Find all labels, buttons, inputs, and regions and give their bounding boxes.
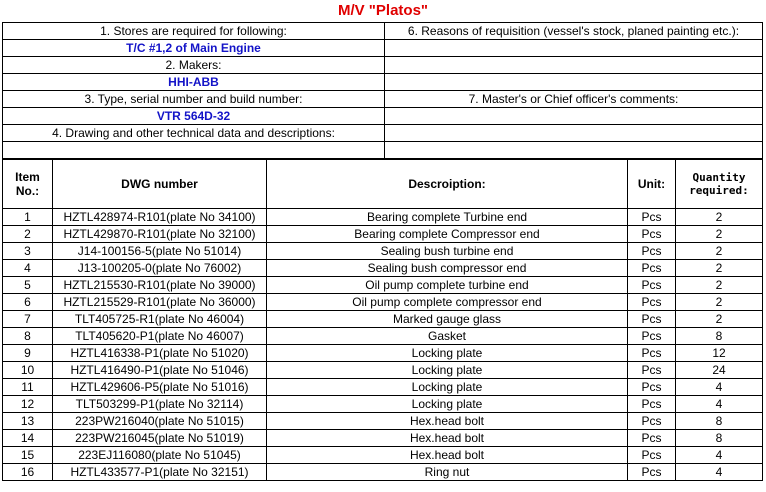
cell-description: Oil pump complete compressor end bbox=[267, 294, 628, 311]
table-row bbox=[3, 447, 763, 464]
cell-quantity: 12 bbox=[676, 345, 763, 362]
header-quantity: Quantity required: bbox=[676, 160, 763, 209]
cell-quantity: 8 bbox=[676, 430, 763, 447]
comments-cell-2 bbox=[385, 125, 763, 142]
cell-description: Locking plate bbox=[267, 362, 628, 379]
cell-description: Locking plate bbox=[267, 396, 628, 413]
cell-quantity: 8 bbox=[676, 413, 763, 430]
cell-quantity: 24 bbox=[676, 362, 763, 379]
cell-item-no: 4 bbox=[3, 260, 53, 277]
cell-description: Locking plate bbox=[267, 345, 628, 362]
cell-item-no: 8 bbox=[3, 328, 53, 345]
cell-quantity: 2 bbox=[676, 209, 763, 226]
cell-item-no: 9 bbox=[3, 345, 53, 362]
table-row bbox=[3, 430, 763, 447]
cell-quantity: 4 bbox=[676, 464, 763, 481]
cell-item-no: 10 bbox=[3, 362, 53, 379]
cell-unit: Pcs bbox=[628, 396, 676, 413]
drawing-value bbox=[3, 142, 385, 159]
cell-dwg-number: HZTL429606-P5(plate No 51016) bbox=[53, 379, 267, 396]
cell-item-no: 16 bbox=[3, 464, 53, 481]
cell-dwg-number: HZTL429870-R101(plate No 32100) bbox=[53, 226, 267, 243]
cell-item-no: 2 bbox=[3, 226, 53, 243]
cell-unit: Pcs bbox=[628, 447, 676, 464]
cell-unit: Pcs bbox=[628, 413, 676, 430]
table-row bbox=[3, 464, 763, 481]
table-row bbox=[3, 396, 763, 413]
items-table bbox=[2, 159, 763, 481]
cell-quantity: 2 bbox=[676, 243, 763, 260]
requisition-header-table bbox=[2, 22, 763, 159]
cell-item-no: 12 bbox=[3, 396, 53, 413]
cell-unit: Pcs bbox=[628, 362, 676, 379]
cell-dwg-number: TLT405620-P1(plate No 46007) bbox=[53, 328, 267, 345]
cell-quantity: 2 bbox=[676, 226, 763, 243]
cell-quantity: 2 bbox=[676, 294, 763, 311]
table-row bbox=[3, 328, 763, 345]
header-item-no: Item No.: bbox=[3, 160, 53, 209]
cell-dwg-number: HZTL416490-P1(plate No 51046) bbox=[53, 362, 267, 379]
comments-cell-3 bbox=[385, 142, 763, 159]
cell-unit: Pcs bbox=[628, 464, 676, 481]
document-title: M/V "Platos" bbox=[337, 2, 429, 19]
items-table-header bbox=[3, 160, 763, 209]
cell-item-no: 11 bbox=[3, 379, 53, 396]
cell-description: Sealing bush compressor end bbox=[267, 260, 628, 277]
cell-description: Bearing complete Turbine end bbox=[267, 209, 628, 226]
table-row bbox=[3, 277, 763, 294]
header-unit: Unit: bbox=[628, 160, 676, 209]
cell-item-no: 6 bbox=[3, 294, 53, 311]
cell-description: Hex.head bolt bbox=[267, 413, 628, 430]
table-row bbox=[3, 413, 763, 430]
cell-quantity: 8 bbox=[676, 328, 763, 345]
cell-unit: Pcs bbox=[628, 311, 676, 328]
cell-dwg-number: TLT503299-P1(plate No 32114) bbox=[53, 396, 267, 413]
cell-unit: Pcs bbox=[628, 430, 676, 447]
cell-item-no: 15 bbox=[3, 447, 53, 464]
cell-description: Locking plate bbox=[267, 379, 628, 396]
cell-unit: Pcs bbox=[628, 243, 676, 260]
cell-description: Ring nut bbox=[267, 464, 628, 481]
type-value: VTR 564D-32 bbox=[3, 108, 385, 125]
stores-value: T/C #1,2 of Main Engine bbox=[3, 40, 385, 57]
cell-unit: Pcs bbox=[628, 209, 676, 226]
makers-label: 2. Makers: bbox=[3, 57, 385, 74]
cell-quantity: 2 bbox=[676, 311, 763, 328]
cell-dwg-number: TLT405725-R1(plate No 46004) bbox=[53, 311, 267, 328]
cell-quantity: 2 bbox=[676, 277, 763, 294]
stores-label: 1. Stores are required for following: bbox=[3, 23, 385, 40]
comments-label: 7. Master's or Chief officer's comments: bbox=[385, 91, 763, 108]
table-row bbox=[3, 311, 763, 328]
comments-cell-1 bbox=[385, 108, 763, 125]
cell-description: Hex.head bolt bbox=[267, 447, 628, 464]
cell-description: Marked gauge glass bbox=[267, 311, 628, 328]
cell-quantity: 4 bbox=[676, 379, 763, 396]
cell-description: Sealing bush turbine end bbox=[267, 243, 628, 260]
table-row bbox=[3, 362, 763, 379]
reasons-cell-2 bbox=[385, 57, 763, 74]
type-label: 3. Type, serial number and build number: bbox=[3, 91, 385, 108]
cell-item-no: 1 bbox=[3, 209, 53, 226]
cell-dwg-number: HZTL215529-R101(plate No 36000) bbox=[53, 294, 267, 311]
cell-unit: Pcs bbox=[628, 260, 676, 277]
cell-item-no: 13 bbox=[3, 413, 53, 430]
table-row bbox=[3, 294, 763, 311]
cell-description: Bearing complete Compressor end bbox=[267, 226, 628, 243]
header-description: Descroiption: bbox=[267, 160, 628, 209]
cell-unit: Pcs bbox=[628, 328, 676, 345]
cell-dwg-number: HZTL433577-P1(plate No 32151) bbox=[53, 464, 267, 481]
cell-dwg-number: J14-100156-5(plate No 51014) bbox=[53, 243, 267, 260]
cell-dwg-number: 223PW216045(plate No 51019) bbox=[53, 430, 267, 447]
cell-quantity: 4 bbox=[676, 396, 763, 413]
cell-item-no: 3 bbox=[3, 243, 53, 260]
cell-item-no: 14 bbox=[3, 430, 53, 447]
cell-item-no: 7 bbox=[3, 311, 53, 328]
table-row bbox=[3, 379, 763, 396]
reasons-cell-1 bbox=[385, 40, 763, 57]
cell-dwg-number: 223PW216040(plate No 51015) bbox=[53, 413, 267, 430]
cell-description: Hex.head bolt bbox=[267, 430, 628, 447]
table-row bbox=[3, 345, 763, 362]
table-row bbox=[3, 260, 763, 277]
cell-dwg-number: HZTL215530-R101(plate No 39000) bbox=[53, 277, 267, 294]
cell-unit: Pcs bbox=[628, 226, 676, 243]
cell-quantity: 4 bbox=[676, 447, 763, 464]
table-row bbox=[3, 226, 763, 243]
cell-dwg-number: HZTL428974-R101(plate No 34100) bbox=[53, 209, 267, 226]
cell-description: Oil pump complete turbine end bbox=[267, 277, 628, 294]
reasons-cell-3 bbox=[385, 74, 763, 91]
cell-dwg-number: HZTL416338-P1(plate No 51020) bbox=[53, 345, 267, 362]
cell-unit: Pcs bbox=[628, 277, 676, 294]
makers-value: HHI-ABB bbox=[3, 74, 385, 91]
table-row bbox=[3, 243, 763, 260]
header-dwg-number: DWG number bbox=[53, 160, 267, 209]
cell-unit: Pcs bbox=[628, 345, 676, 362]
cell-description: Gasket bbox=[267, 328, 628, 345]
reasons-label: 6. Reasons of requisition (vessel's stock, planed painting etc.): bbox=[385, 23, 763, 40]
cell-item-no: 5 bbox=[3, 277, 53, 294]
table-row bbox=[3, 209, 763, 226]
cell-quantity: 2 bbox=[676, 260, 763, 277]
cell-unit: Pcs bbox=[628, 379, 676, 396]
cell-dwg-number: J13-100205-0(plate No 76002) bbox=[53, 260, 267, 277]
cell-unit: Pcs bbox=[628, 294, 676, 311]
cell-dwg-number: 223EJ116080(plate No 51045) bbox=[53, 447, 267, 464]
drawing-label: 4. Drawing and other technical data and descriptions: bbox=[3, 125, 385, 142]
